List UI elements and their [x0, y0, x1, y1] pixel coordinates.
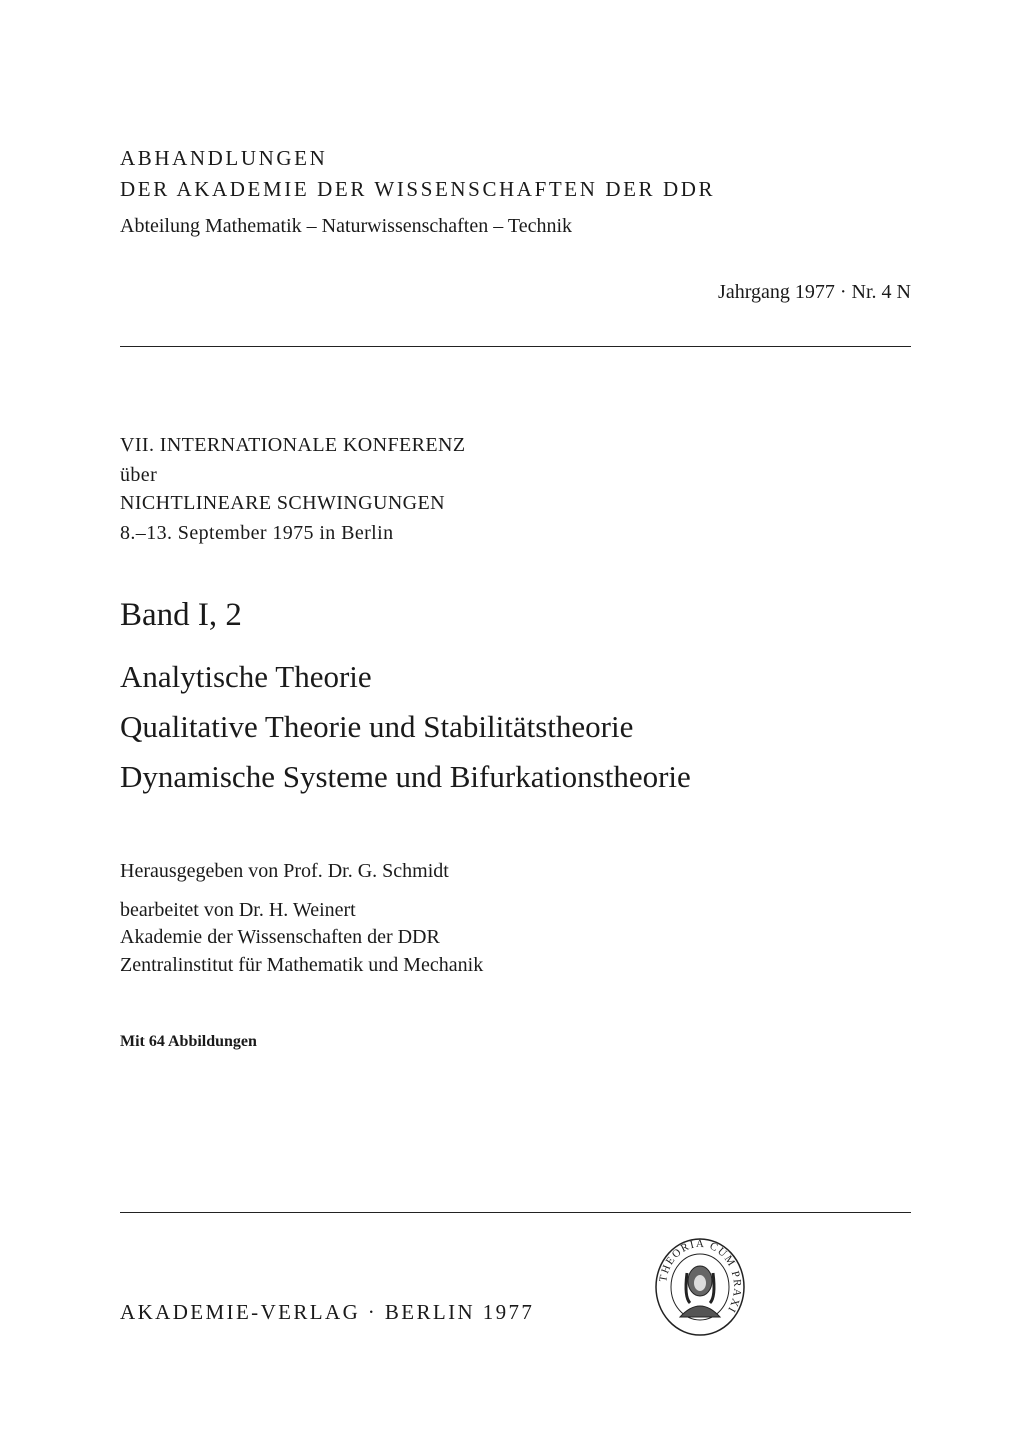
volume-topic: Qualitative Theorie und Stabilitätstheorie	[120, 709, 634, 744]
year-number: Jahrgang 1977 · Nr. 4 N	[718, 281, 911, 303]
volume-topic: Analytische Theorie	[120, 659, 372, 694]
volume-topic: Dynamische Systeme und Bifurkationstheorie	[120, 759, 691, 794]
division-line: Abteilung Mathematik – Naturwissenschaften – Technik	[120, 215, 573, 237]
conference-line3: NICHTLINEARE SCHWINGUNGEN	[120, 492, 445, 514]
conference-line2: über	[120, 464, 158, 486]
conference-dates: 8.–13. September 1975 in Berlin	[120, 522, 394, 544]
editor-line: Akademie der Wissenschaften der DDR	[120, 926, 440, 948]
editor-line: Zentralinstitut für Mathematik und Mechanik	[120, 954, 484, 976]
figures-note: Mit 64 Abbildungen	[120, 1033, 257, 1050]
publisher-imprint: AKADEMIE-VERLAG · BERLIN 1977	[120, 1300, 535, 1324]
volume-band: Band I, 2	[120, 597, 242, 633]
seal-text: THEORIA CUM PRAXI	[657, 1237, 744, 1316]
editor-line: bearbeitet von Dr. H. Weinert	[120, 899, 356, 921]
portrait-icon	[680, 1266, 720, 1317]
series-title-line2: DER AKADEMIE DER WISSENSCHAFTEN DER DDR	[120, 177, 716, 201]
bottom-divider	[120, 1212, 911, 1213]
series-title-line1: ABHANDLUNGEN	[120, 146, 328, 170]
editor-line: Herausgegeben von Prof. Dr. G. Schmidt	[120, 860, 449, 882]
publisher-seal-icon	[654, 1237, 746, 1337]
top-divider	[120, 346, 911, 347]
conference-line1: VII. INTERNATIONALE KONFERENZ	[120, 434, 466, 456]
